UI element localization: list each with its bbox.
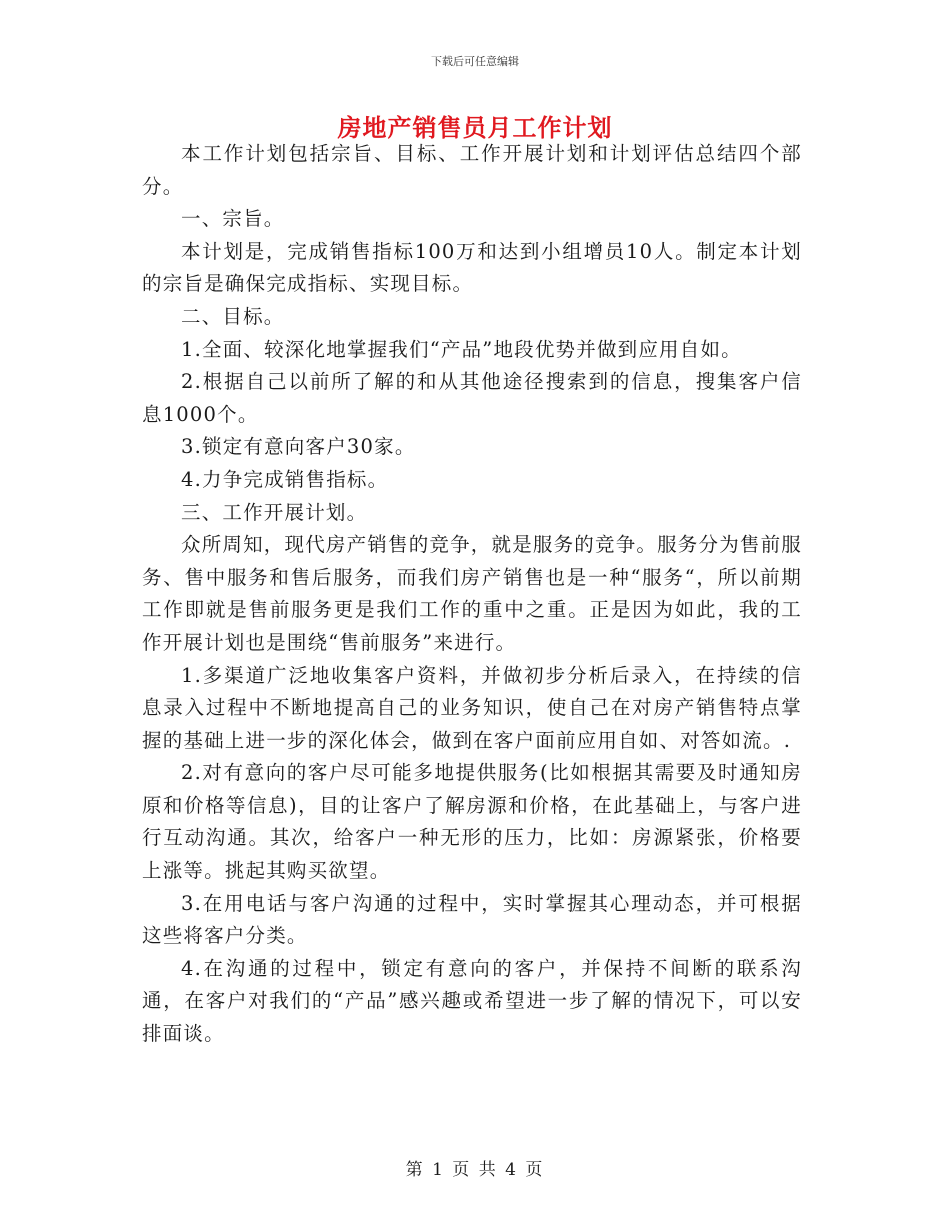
plan-item-1: 1.多渠道广泛地收集客户资料，并做初步分析后录入，在持续的信息录入过程中不断地提高自己的业务知识，使自己在对房产销售特点掌握的基础上进一步的深化体会，做到在客户面前应用自如、对答如流。. bbox=[142, 663, 802, 752]
document-title: 房地产销售员月工作计划 bbox=[337, 113, 613, 142]
document-body bbox=[142, 138, 802, 1051]
plan-item-2: 2.对有意向的客户尽可能多地提供服务(比如根据其需要及时通知房原和价格等信息)，目的让客户了解房源和价格，在此基础上，与客户进行互动沟通。其次，给客户一种无形的压力，比如：房源紧张，价格要上涨等。挑起其购买欲望。 bbox=[142, 761, 802, 883]
section-heading-plan: 三、工作开展计划。 bbox=[181, 500, 368, 524]
goal-item-3: 3.锁定有意向客户30家。 bbox=[181, 435, 416, 459]
goal-item-1: 1.全面、较深化地掌握我们“产品”地段优势并做到应用自如。 bbox=[181, 337, 742, 361]
page-number-footer: 第 1 页 共 4 页 bbox=[405, 1160, 545, 1180]
paragraph-plan-intro: 众所周知，现代房产销售的竞争，就是服务的竞争。服务分为售前服务、售中服务和售后服务，而我们房产销售也是一种“服务“，所以前期工作即就是售前服务更是我们工作的重中之重。正是因为如此，我的工作开展计划也是围绕“售前服务”来进行。 bbox=[142, 533, 803, 654]
page-header-note: 下载后可任意编辑 bbox=[431, 55, 519, 68]
paragraph-purpose: 本计划是，完成销售指标100万和达到小组增员10人。制定本计划的宗旨是确保完成指标、实现目标。 bbox=[142, 239, 802, 296]
section-heading-goals: 二、目标。 bbox=[181, 304, 285, 328]
section-heading-purpose: 一、宗旨。 bbox=[181, 207, 285, 231]
plan-item-3: 3.在用电话与客户沟通的过程中，实时掌握其心理动态，并可根据这些将客户分类。 bbox=[142, 891, 802, 948]
goal-item-4: 4.力争完成销售指标。 bbox=[181, 467, 389, 491]
goal-item-2: 2.根据自己以前所了解的和从其他途径搜索到的信息，搜集客户信息1000个。 bbox=[142, 370, 802, 426]
plan-item-4: 4.在沟通的过程中，锁定有意向的客户，并保持不间断的联系沟通，在客户对我们的“产品”感兴趣或希望进一步了解的情况下，可以安排面谈。 bbox=[142, 956, 802, 1046]
paragraph-intro: 本工作计划包括宗旨、目标、工作开展计划和计划评估总结四个部分。 bbox=[142, 142, 802, 198]
